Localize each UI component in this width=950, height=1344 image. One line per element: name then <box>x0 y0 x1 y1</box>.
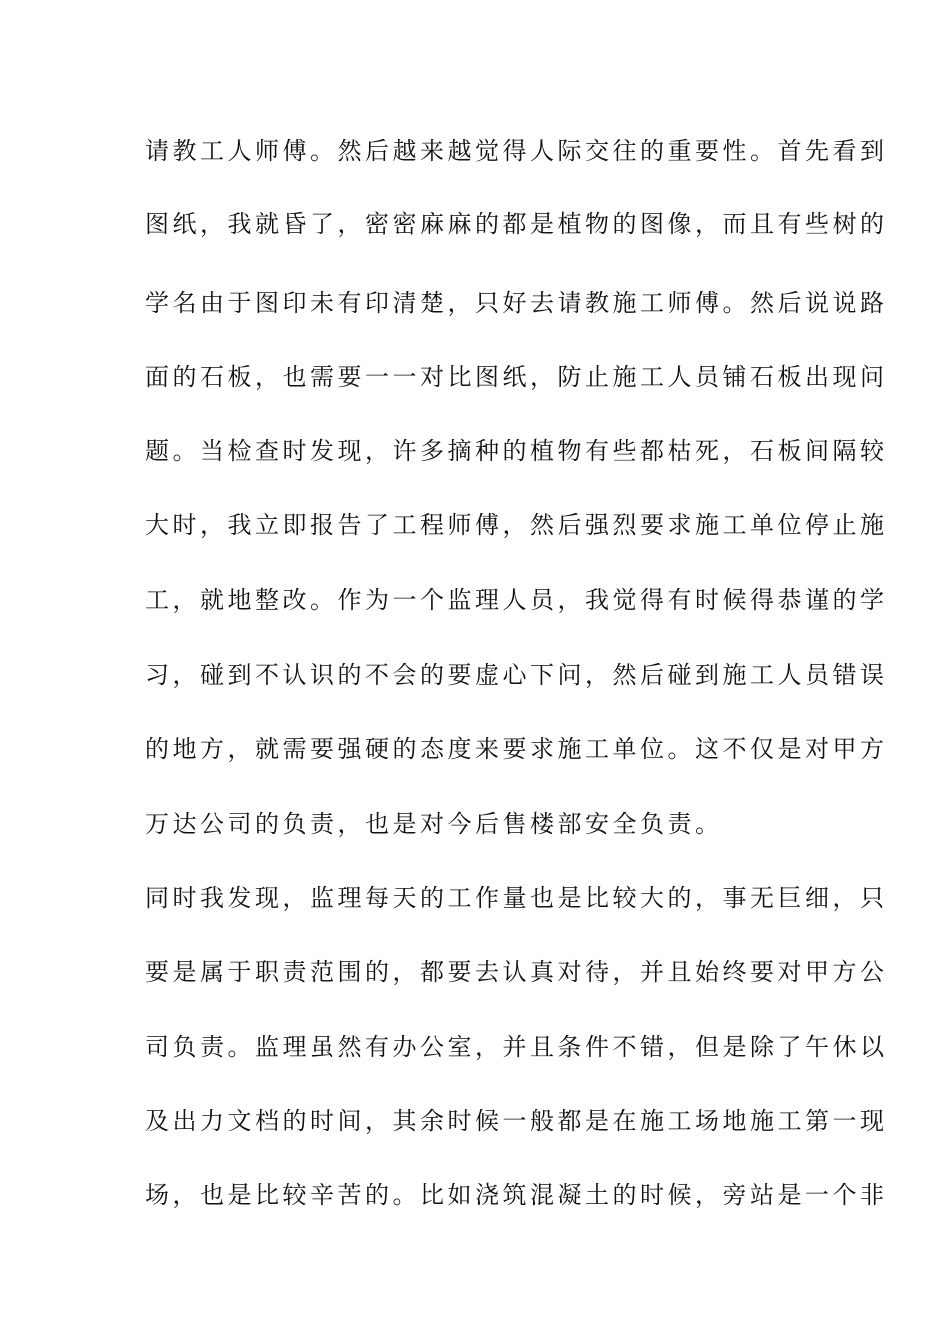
paragraph-2-line-1: 同时我发现，监理每天的工作量也是比较大的，事无巨细，只 <box>145 884 888 912</box>
paragraph-2-line-4: 及出力文档的时间，其余时候一般都是在施工场地施工第一现 <box>145 1107 888 1135</box>
paragraph-2-line-5: 场，也是比较辛苦的。比如浇筑混凝土的时候，旁站是一个非 <box>145 1181 888 1209</box>
paragraph-1-line-1: 请教工人师傅。然后越来越觉得人际交往的重要性。首先看到 <box>145 137 888 165</box>
paragraph-1-line-3: 学名由于图印未有印清楚，只好去请教施工师傅。然后说说路 <box>145 289 888 317</box>
paragraph-1-line-6: 大时，我立即报告了工程师傅，然后强烈要求施工单位停止施 <box>145 511 888 539</box>
paragraph-2-line-2: 要是属于职责范围的，都要去认真对待，并且始终要对甲方公 <box>145 958 888 986</box>
paragraph-1-line-9: 的地方，就需要强硬的态度来要求施工单位。这不仅是对甲方 <box>145 735 888 763</box>
paragraph-1-line-8: 习，碰到不认识的不会的要虚心下问，然后碰到施工人员错误 <box>145 661 888 689</box>
paragraph-1-line-7: 工，就地整改。作为一个监理人员，我觉得有时候得恭谨的学 <box>145 586 888 614</box>
paragraph-1-line-4: 面的石板，也需要一一对比图纸，防止施工人员铺石板出现问 <box>145 363 888 391</box>
paragraph-1-line-2: 图纸，我就昏了，密密麻麻的都是植物的图像，而且有些树的 <box>145 210 888 238</box>
paragraph-1-line-5: 题。当检查时发现，许多摘种的植物有些都枯死，石板间隔较 <box>145 437 888 465</box>
paragraph-2-line-3: 司负责。监理虽然有办公室，并且条件不错，但是除了午休以 <box>145 1033 888 1061</box>
paragraph-1-line-10: 万达公司的负责，也是对今后售楼部安全负责。 <box>145 810 723 838</box>
